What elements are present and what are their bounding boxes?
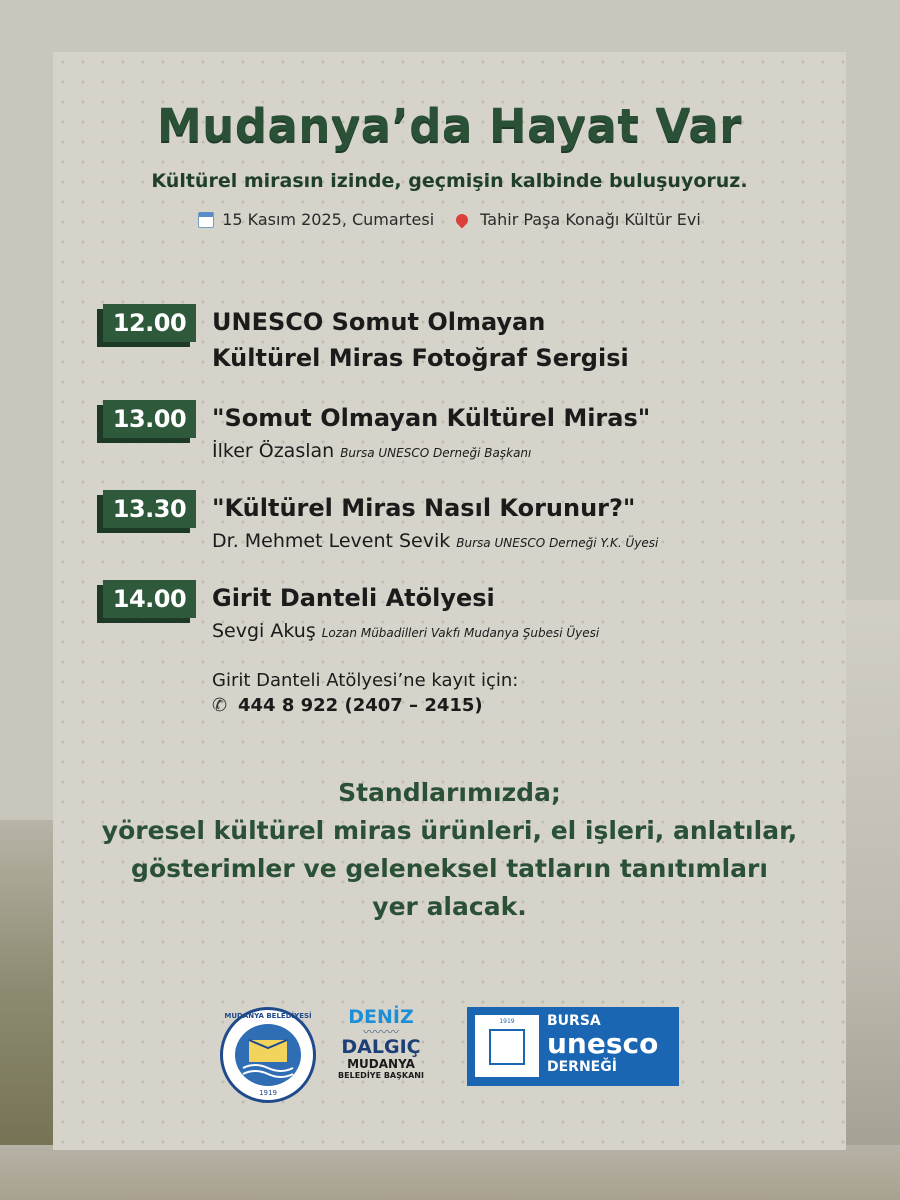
calendar-icon xyxy=(198,212,214,228)
program-speaker xyxy=(212,530,658,552)
program-time: 13.30 xyxy=(103,490,196,528)
mayor-logo xyxy=(331,1007,431,1081)
program-title-line: UNESCO Somut Olmayan xyxy=(212,308,546,336)
unesco-wordmark xyxy=(547,1013,658,1075)
registration-label: Girit Danteli Atölyesi’ne kayıt için: xyxy=(212,670,519,691)
stands-text xyxy=(53,774,846,926)
event-date: 15 Kasım 2025, Cumartesi xyxy=(222,210,435,229)
program-title: "Kültürel Miras Nasıl Korunur?" xyxy=(212,494,636,522)
mayor-city: MUDANYA xyxy=(347,1057,415,1071)
program-time: 13.00 xyxy=(103,400,196,438)
poster-title: Mudanya’da Hayat Var xyxy=(157,99,742,152)
poster-subtitle: Kültürel mirasın izinde, geçmişin kalbinde buluşuyoruz. xyxy=(151,170,748,192)
speaker-role: Bursa UNESCO Derneği Başkanı xyxy=(340,446,532,460)
municipality-year: 1919 xyxy=(259,1089,277,1097)
unesco-line2: unesco xyxy=(547,1027,659,1060)
mayor-last-name: DALGIÇ xyxy=(341,1036,421,1058)
municipality-ring-text: MUDANYA BELEDİYESİ xyxy=(224,1012,312,1020)
program-title-line: Kültürel Miras Fotoğraf Sergisi xyxy=(212,344,629,372)
phone-icon: ✆ xyxy=(212,694,228,716)
phone-number: 444 8 922 (2407 – 2415) xyxy=(238,695,483,716)
event-location: Tahir Paşa Konağı Kültür Evi xyxy=(480,210,701,229)
event-info xyxy=(53,210,846,229)
mayor-first-name: DENİZ xyxy=(348,1006,414,1028)
program-title: Girit Danteli Atölyesi xyxy=(212,584,495,612)
speaker-name: Dr. Mehmet Levent Sevik xyxy=(212,530,451,552)
speaker-role: Lozan Mübadilleri Vakfı Mudanya Şubesi Üyesi xyxy=(321,626,600,640)
logo-bar xyxy=(53,1007,846,1107)
stands-line: Standlarımızda; xyxy=(338,778,561,807)
wave-icon: 〰〰〰 xyxy=(362,1025,399,1039)
registration-info xyxy=(212,670,518,716)
program-title xyxy=(212,304,812,376)
speaker-name: İlker Özaslan xyxy=(212,440,335,462)
registration-phone[interactable] xyxy=(212,695,518,716)
unesco-logo xyxy=(467,1007,679,1086)
program-time: 12.00 xyxy=(103,304,196,342)
program-speaker xyxy=(212,440,531,462)
mayor-title: BELEDİYE BAŞKANI xyxy=(338,1071,424,1080)
unesco-emblem xyxy=(475,1015,539,1077)
unesco-line3: DERNEĞİ xyxy=(547,1059,617,1075)
stands-line: gösterimler ve geleneksel tatların tanıtımları xyxy=(131,854,768,883)
program-title: "Somut Olmayan Kültürel Miras" xyxy=(212,404,651,432)
stands-line: yer alacak. xyxy=(372,892,527,921)
municipality-logo xyxy=(220,1007,316,1103)
program-time: 14.00 xyxy=(103,580,196,618)
program-speaker xyxy=(212,620,599,642)
municipality-emblem xyxy=(235,1024,301,1086)
unesco-year: 1919 xyxy=(499,1018,515,1025)
unesco-line1: BURSA xyxy=(547,1013,601,1029)
speaker-name: Sevgi Akuş xyxy=(212,620,316,642)
background-photo-bottom xyxy=(0,1145,900,1200)
speaker-role: Bursa UNESCO Derneği Y.K. Üyesi xyxy=(456,536,659,550)
stands-line: yöresel kültürel miras ürünleri, el işleri, anlatılar, xyxy=(101,816,798,845)
pin-icon xyxy=(454,211,471,228)
building-icon xyxy=(489,1029,525,1065)
poster-panel xyxy=(53,52,846,1150)
